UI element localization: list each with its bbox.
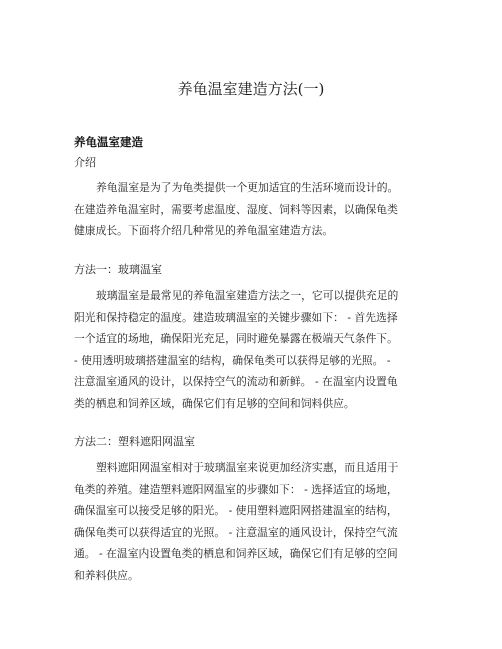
paragraph-line: 注意温室通风的设计，以保持空气的流动和新鲜。 - 在温室内设置龟 (74, 375, 398, 389)
paragraph-line: 确保温室可以接受足够的阳光。 - 使用塑料遮阳网搭建温室的结构， (74, 504, 398, 518)
paragraph-line: 类的栖息和饲养区域，确保它们有足够的空间和饲料供应。 (74, 396, 355, 410)
intro-label: 介绍 (74, 156, 96, 169)
method2-paragraph (74, 457, 432, 587)
paragraph-line: 养龟温室是为了为龟类提供一个更加适宜的生活环境而设计的。 (96, 181, 399, 194)
paragraph-line: 塑料遮阳网温室相对于玻璃温室来说更加经济实惠，而且适用于 (96, 461, 399, 474)
paragraph-line: 阳光和保持稳定的温度。建造玻璃温室的关键步骤如下： - 首先选择 (74, 310, 398, 324)
paragraph-line: 确保龟类可以获得适宜的光照。 - 注意温室的通风设计，保持空气流 (74, 525, 398, 539)
paragraph-line: 和养料供应。 (74, 568, 139, 582)
paragraph-line: 在建造养龟温室时，需要考虑温度、湿度、饲料等因素，以确保龟类 (74, 202, 398, 216)
method1-paragraph (74, 285, 432, 415)
document-title: 养龟温室建造方法(一) (177, 80, 325, 98)
paragraph-line: 健康成长。下面将介绍几种常见的养龟温室建造方法。 (74, 224, 334, 238)
intro-paragraph (74, 177, 432, 242)
section-heading: 养龟温室建造 (74, 135, 143, 149)
paragraph-line: 龟类的养殖。建造塑料遮阳网温室的步骤如下： - 选择适宜的场地， (74, 482, 398, 496)
paragraph-line: 玻璃温室是最常见的养龟温室建造方法之一，它可以提供充足的 (96, 289, 399, 302)
paragraph-line: 通。 - 在温室内设置龟类的栖息和饲养区域，确保它们有足够的空间 (74, 547, 398, 561)
paragraph-line: 一个适宜的场地，确保阳光充足，同时避免暴露在极端天气条件下。 (74, 332, 398, 346)
method1-label: 方法一：玻璃温室 (74, 263, 162, 276)
paragraph-line: - 使用透明玻璃搭建温室的结构，确保龟类可以获得足够的光照。 - (74, 353, 391, 367)
method2-label: 方法二：塑料遮阳网温室 (74, 435, 195, 448)
